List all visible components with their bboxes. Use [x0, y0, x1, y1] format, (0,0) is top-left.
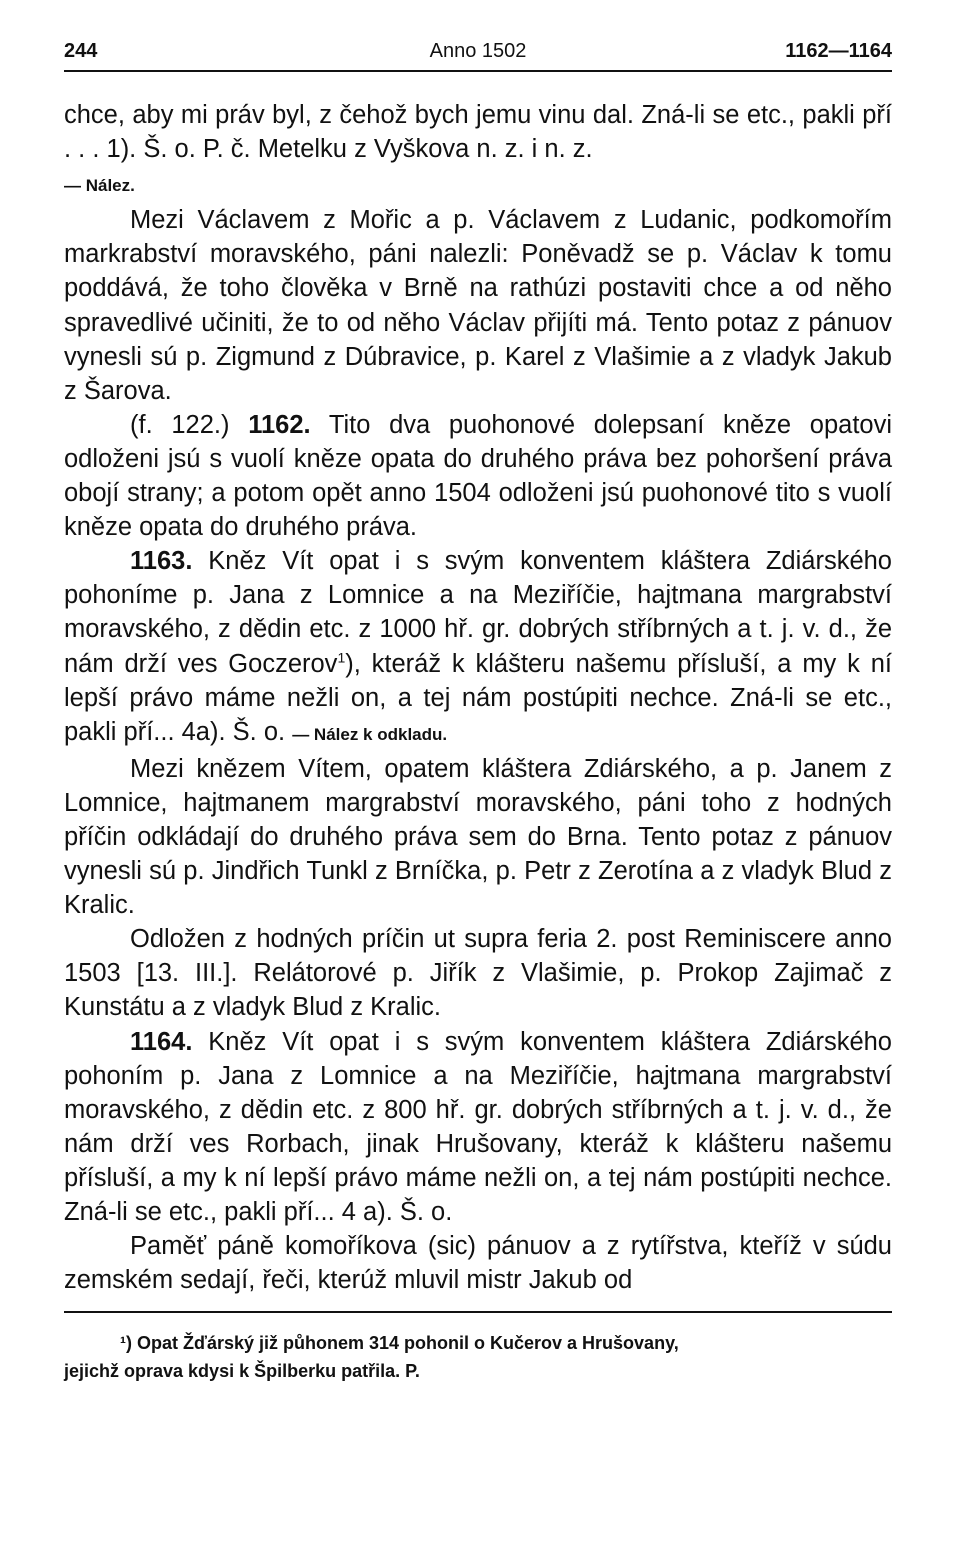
paragraph-text: Mezi knězem Vítem, opatem kláštera Zdiárského, a p. Janem z Lomnice, hajtmanem margrabství moravského, páni toho z hodných příčin odkládají do druhého práva sem do Brna. Tento potaz z pánuov vynesli sú p. Jindřich Tunkl z Brníčka, p. Petr z Zerotína a z vladyk Blud z Kralic. [64, 754, 892, 920]
footnote-line [64, 1329, 892, 1357]
entry-range: 1162—1164 [785, 40, 892, 62]
footnote-divider [64, 1311, 892, 1313]
paragraph-text: ), kteráž k klášteru našemu přísluší, a my k ní lepší právo máme nežli on, a tej nám postúpiti nechce. Zná-li se etc., pakli pří... 4a). Š. o. [64, 649, 892, 746]
paragraph-text: Paměť páně komoříkova (sic) pánuov a z rytířstva, kteříž v súdu zemském sedají, řeči, kterúž mluvil mistr Jakub od [64, 1232, 892, 1295]
page-number: 244 [64, 40, 98, 62]
paragraph-text: Mezi Václavem z Mořic a p. Václavem z Ludanic, podkomořím markrabství moravského, páni nalezli: Poněvadž se p. Václav k tomu poddává, že toho člověka v Brně na rathúzi postaviti chce a od něho spravedlivé učiniti, že to od něho Václav přijíti má. Tento potaz z pánuov vynesli sú p. Zigmund z Dúbravice, p. Karel z Vlašimie a z vladyk Jakub z Šarova. [64, 206, 892, 405]
paragraph-text: Odložen z hodných príčin ut supra feria 2. post Reminiscere anno 1503 [13. III.]. Relátorové p. Jiřík z Vlašimie, p. Prokop Zajimač z Kunstátu a z vladyk Blud z Kralic. [64, 925, 892, 1022]
footnote-marker: ¹) [120, 1333, 132, 1354]
footnote-text: jejichž oprava kdysi k Špilberku patřila. P. [64, 1361, 420, 1382]
paragraph-text: Kněz Vít opat i s svým konventem kláštera Zdiárského pohoníme p. Jana z Lomnice a na Meziříčie, hajtmana margrabství moravského, z dědin etc. z 1000 hř. gr. dobrých stříbrných a t. j. v. d., že nám drží ves Goczerov [64, 547, 892, 678]
header-title: Anno 1502 [429, 40, 527, 62]
entry-number: 1162. [248, 410, 311, 439]
paragraph-text: Tito dva puohonové dolepsaní kněze opatovi odloženi jsú s vuolí kněze opata do druhého práva bez pohoršení práva obojí strany; a potom opět anno 1504 odloženi jsú puohonové tito s vuolí kněze opata do druhého práva. [64, 410, 893, 542]
entry-1163 [64, 544, 892, 752]
document-page [64, 36, 892, 1385]
entry-number: 1164. [130, 1027, 193, 1056]
finding-text: — Nález. [64, 176, 135, 196]
footnote-ref[interactable]: 1 [337, 649, 346, 665]
running-header [64, 36, 892, 72]
finding-text: — Nález k odkladu. [292, 724, 448, 744]
paragraph [64, 203, 892, 408]
folio-reference: (f. 122.) [130, 410, 230, 439]
footnote [64, 1329, 892, 1385]
paragraph-text: chce, aby mi práv byl, z čehož bych jemu vinu dal. Zná-li se etc., pakli pří . . . 1). Š. o. P. č. Metelku z Vyškova n. z. i n. z. [64, 101, 892, 164]
finding-label [64, 166, 892, 203]
paragraph [64, 1229, 892, 1297]
entry-1164 [64, 1025, 892, 1230]
main-text [64, 98, 892, 1297]
paragraph-continuation [64, 98, 892, 166]
paragraph [64, 752, 892, 922]
paragraph [64, 922, 892, 1024]
paragraph-text: Kněz Vít opat i s svým konventem kláštera Zdiárského pohoním p. Jana z Lomnice a na Meziříčie, hajtmana margrabství moravského, z dědin etc. z 800 hř. gr. dobrých stříbrných a t. j. v. d., že nám drží ves Rorbach, jinak Hrušovany, kteráž k klášteru našemu přísluší, a my k ní lepší právo máme nežli on, a tej nám postúpiti nechce. Zná-li se etc., pakli pří... 4 a). Š. o. [64, 1027, 892, 1226]
entry-1162 [64, 408, 892, 544]
footnote-text: Opat Žďárský již půhonem 314 pohonil o Kučerov a Hrušovany, [137, 1333, 679, 1354]
entry-number: 1163. [130, 547, 193, 576]
